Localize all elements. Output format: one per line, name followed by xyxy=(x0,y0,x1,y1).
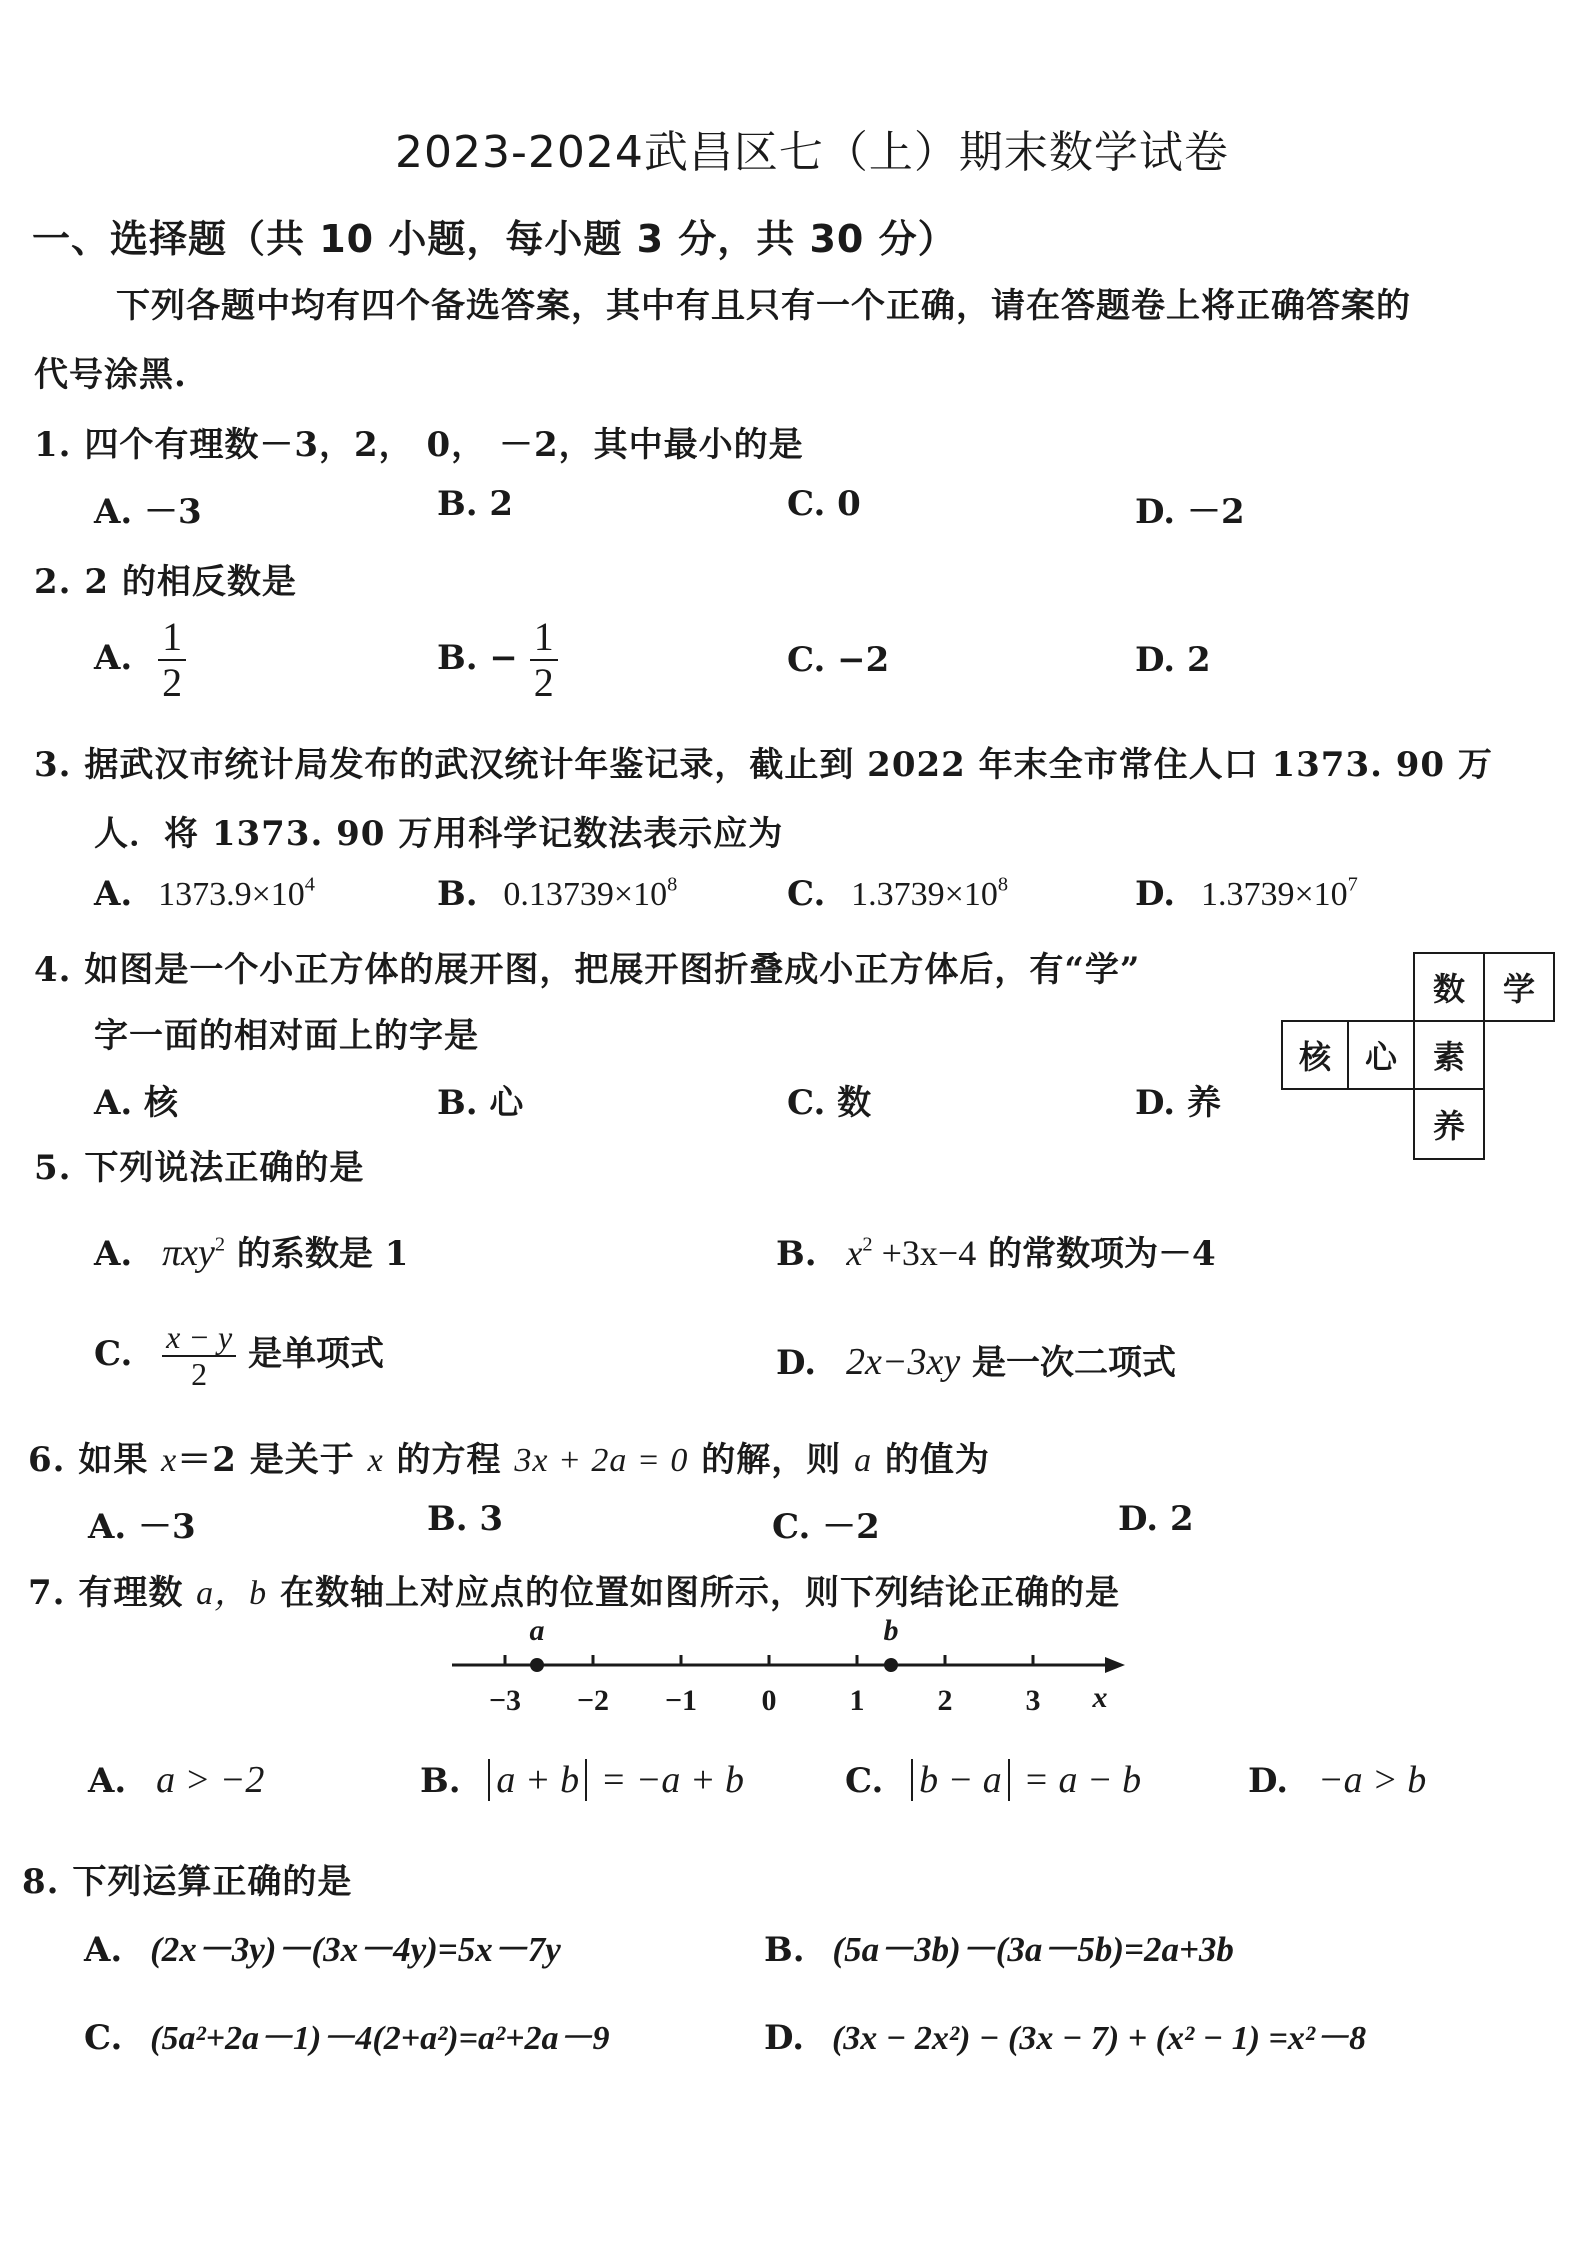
q6-var-x: x xyxy=(161,1442,178,1479)
tick-label: 1 xyxy=(849,1684,865,1717)
q2-option-a-fraction xyxy=(158,615,186,705)
fraction-numerator: 1 xyxy=(530,615,558,661)
q1-option-d: D. －2 xyxy=(1135,492,1245,532)
q3-option-a-label: A. xyxy=(94,874,133,914)
tick-label: 0 xyxy=(761,1684,777,1717)
q1-option-c: C. 0 xyxy=(787,484,861,524)
fraction-numerator: 1 xyxy=(158,615,186,661)
q3-option-d-exponent: 7 xyxy=(1347,873,1358,896)
point-b xyxy=(884,1658,898,1672)
q2-option-b-label: B. − xyxy=(437,638,518,678)
q5-option-c-label: C. xyxy=(94,1334,133,1375)
point-b-label: b xyxy=(883,1614,899,1647)
q2-option-b-fraction xyxy=(530,615,558,705)
q3-option-d-value: 1.3739×10 xyxy=(1200,876,1348,913)
q5-option-a-tail: 的系数是 1 xyxy=(225,1234,409,1274)
q3-option-b-value: 0.13739×10 xyxy=(503,876,668,913)
arrow-icon xyxy=(1105,1657,1125,1673)
q7-option-c-abs: b − a xyxy=(911,1759,1010,1801)
q2-option-d: D. 2 xyxy=(1135,640,1211,680)
net-cell-yang: 养 xyxy=(1413,1088,1485,1160)
q4-option-b: B. 心 xyxy=(437,1083,524,1123)
q3-option-c-exponent: 8 xyxy=(997,873,1009,896)
tick-label: −3 xyxy=(488,1684,522,1717)
q8-option-a-expr: (2x－3y)－(3x－4y)=5x－7y xyxy=(150,1930,561,1969)
question-2-stem: 2. 2 的相反数是 xyxy=(34,562,297,602)
q7-option-d-label: D. xyxy=(1248,1761,1289,1801)
q8-option-d xyxy=(764,2010,1366,2059)
q7-option-c-label: C. xyxy=(845,1761,884,1801)
q5-option-d-expr: 2x−3xy xyxy=(845,1341,961,1383)
q7-option-b-tail: = −a + b xyxy=(591,1759,745,1801)
q6-option-c: C. －2 xyxy=(772,1507,880,1547)
instruction-line-1: 下列各题中均有四个备选答案，其中有且只有一个正确，请在答题卷上将正确答案的 xyxy=(116,286,1411,326)
fraction-denominator: 2 xyxy=(162,660,183,705)
q5-option-a-label: A. xyxy=(94,1234,133,1274)
question-4-stem-line-2: 字一面的相对面上的字是 xyxy=(94,1016,479,1056)
q7-option-c-tail: = a − b xyxy=(1013,1759,1142,1801)
q7-option-a-expr: a > −2 xyxy=(156,1759,265,1801)
q6-option-b: B. 3 xyxy=(427,1499,504,1539)
q5-option-b-exponent: 2 xyxy=(862,1233,873,1256)
q5-option-a-expr: πxy xyxy=(162,1232,215,1274)
q3-option-b-exponent: 8 xyxy=(667,873,678,896)
q6-var-x2: x xyxy=(367,1442,384,1479)
q8-option-b-expr: (5a－3b)－(3a－5b)=2a+3b xyxy=(832,1930,1234,1969)
q6-stem-mid: 的方程 xyxy=(383,1440,515,1480)
q6-stem-eq: ＝2 是关于 xyxy=(177,1440,368,1480)
q7-option-b-label: B. xyxy=(420,1761,461,1801)
axis-variable-label: x xyxy=(1092,1681,1108,1714)
q5-option-a xyxy=(94,1226,408,1275)
q5-option-c-tail: 是单项式 xyxy=(236,1334,384,1375)
tick-label: 2 xyxy=(937,1684,953,1717)
q6-option-a: A. －3 xyxy=(88,1507,196,1547)
net-cell-shu: 数 xyxy=(1413,952,1485,1022)
question-5-stem: 5. 下列说法正确的是 xyxy=(34,1148,365,1188)
q8-option-c-expr: (5a²+2a－1)－4(2+a²)=a²+2a－9 xyxy=(150,2020,610,2057)
question-4-stem-line-1: 4. 如图是一个小正方体的展开图，把展开图折叠成小正方体后，有“学” xyxy=(34,950,1141,990)
q8-option-b-label: B. xyxy=(764,1930,805,1970)
q4-option-a: A. 核 xyxy=(94,1083,179,1123)
fraction-numerator: x − y xyxy=(162,1320,236,1357)
q6-stem-pre: 6. 如果 xyxy=(28,1440,162,1480)
q6-option-d: D. 2 xyxy=(1118,1499,1194,1539)
question-1-stem: 1. 四个有理数－3，2， 0， －2，其中最小的是 xyxy=(34,425,804,465)
q8-option-c-label: C. xyxy=(84,2018,123,2058)
question-3-stem-line-1: 3. 据武汉市统计局发布的武汉统计年鉴记录，截止到 2022 年末全市常住人口 1373. 90 万 xyxy=(34,745,1493,785)
number-line-figure xyxy=(440,1610,1140,1720)
q2-option-a xyxy=(94,615,186,705)
q7-option-c xyxy=(845,1758,1141,1802)
q7-option-a xyxy=(88,1758,264,1802)
q3-option-b-label: B. xyxy=(437,874,478,914)
q3-option-d-label: D. xyxy=(1135,874,1176,914)
q3-option-d xyxy=(1135,874,1358,914)
q3-option-c-label: C. xyxy=(787,874,826,914)
q4-option-c: C. 数 xyxy=(787,1083,872,1123)
q5-option-b-tail: 的常数项为－4 xyxy=(976,1234,1216,1274)
q7-option-b-abs: a + b xyxy=(488,1759,587,1801)
q5-option-d-label: D. xyxy=(776,1343,817,1383)
q8-option-d-label: D. xyxy=(764,2018,805,2058)
q7-option-b xyxy=(420,1758,744,1802)
q3-option-a xyxy=(94,874,315,914)
q5-option-c xyxy=(94,1320,384,1392)
net-cell-he: 核 xyxy=(1281,1020,1349,1090)
q2-option-c: C. −2 xyxy=(787,640,890,680)
q6-stem-end: 的值为 xyxy=(872,1440,990,1480)
q6-equation: 3x + 2a = 0 xyxy=(514,1442,689,1479)
net-cell-su: 素 xyxy=(1413,1020,1485,1090)
tick-label: 3 xyxy=(1025,1684,1041,1717)
q8-option-a xyxy=(84,1922,561,1972)
q5-option-b-expr: +3x−4 xyxy=(872,1233,977,1273)
q6-stem-post: 的解，则 xyxy=(688,1440,855,1480)
net-cell-xue: 学 xyxy=(1483,952,1555,1022)
tick-label: −2 xyxy=(576,1684,610,1717)
fraction-denominator: 2 xyxy=(533,660,554,705)
q6-var-a: a xyxy=(854,1442,873,1479)
q3-option-a-value: 1373.9×10 xyxy=(158,876,305,913)
question-8-stem: 8. 下列运算正确的是 xyxy=(22,1862,353,1902)
q8-option-d-expr: (3x − 2x²) − (3x − 7) + (x² − 1) =x²－8 xyxy=(831,2020,1367,2057)
q7-option-a-label: A. xyxy=(88,1761,127,1801)
q5-option-d xyxy=(776,1335,1176,1384)
q8-option-b xyxy=(764,1922,1234,1972)
page-title: 2023-2024武昌区七（上）期末数学试卷 xyxy=(395,127,1229,178)
q5-option-c-fraction xyxy=(162,1320,236,1392)
q3-option-c xyxy=(787,874,1008,914)
q7-vars: a，b xyxy=(196,1575,268,1612)
q1-option-a: A. －3 xyxy=(94,492,202,532)
point-a-label: a xyxy=(529,1614,545,1647)
q3-option-a-exponent: 4 xyxy=(304,873,315,896)
q3-option-c-value: 1.3739×10 xyxy=(851,876,998,913)
q7-stem-pre: 7. 有理数 xyxy=(28,1573,197,1613)
q7-option-d xyxy=(1248,1758,1426,1802)
q8-option-c xyxy=(84,2010,610,2059)
q5-option-b-label: B. xyxy=(776,1234,817,1274)
question-7-stem xyxy=(28,1565,1120,1614)
net-cell-xin: 心 xyxy=(1347,1020,1415,1090)
q2-option-a-label: A. xyxy=(94,638,133,678)
question-3-stem-line-2: 人．将 1373. 90 万用科学记数法表示应为 xyxy=(94,814,784,854)
instruction-line-2: 代号涂黑. xyxy=(34,355,187,395)
q4-option-d: D. 养 xyxy=(1135,1083,1221,1123)
section-heading: 一、选择题（共 10 小题，每小题 3 分，共 30 分） xyxy=(32,217,957,261)
q5-option-b xyxy=(776,1226,1216,1275)
q3-option-b xyxy=(437,874,677,914)
q2-option-b xyxy=(437,615,558,705)
q5-option-d-tail: 是一次二项式 xyxy=(960,1343,1177,1383)
q8-option-a-label: A. xyxy=(84,1930,123,1970)
q5-option-b-x: x xyxy=(846,1233,863,1273)
tick-label: −1 xyxy=(664,1684,698,1717)
fraction-denominator: 2 xyxy=(191,1356,208,1393)
q7-option-d-expr: −a > b xyxy=(1317,1759,1427,1801)
q5-option-a-exponent: 2 xyxy=(214,1233,226,1256)
q7-stem-post: 在数轴上对应点的位置如图所示，则下列结论正确的是 xyxy=(267,1573,1121,1613)
q1-option-b: B. 2 xyxy=(437,484,514,524)
question-6-stem xyxy=(28,1432,990,1481)
point-a xyxy=(530,1658,544,1672)
